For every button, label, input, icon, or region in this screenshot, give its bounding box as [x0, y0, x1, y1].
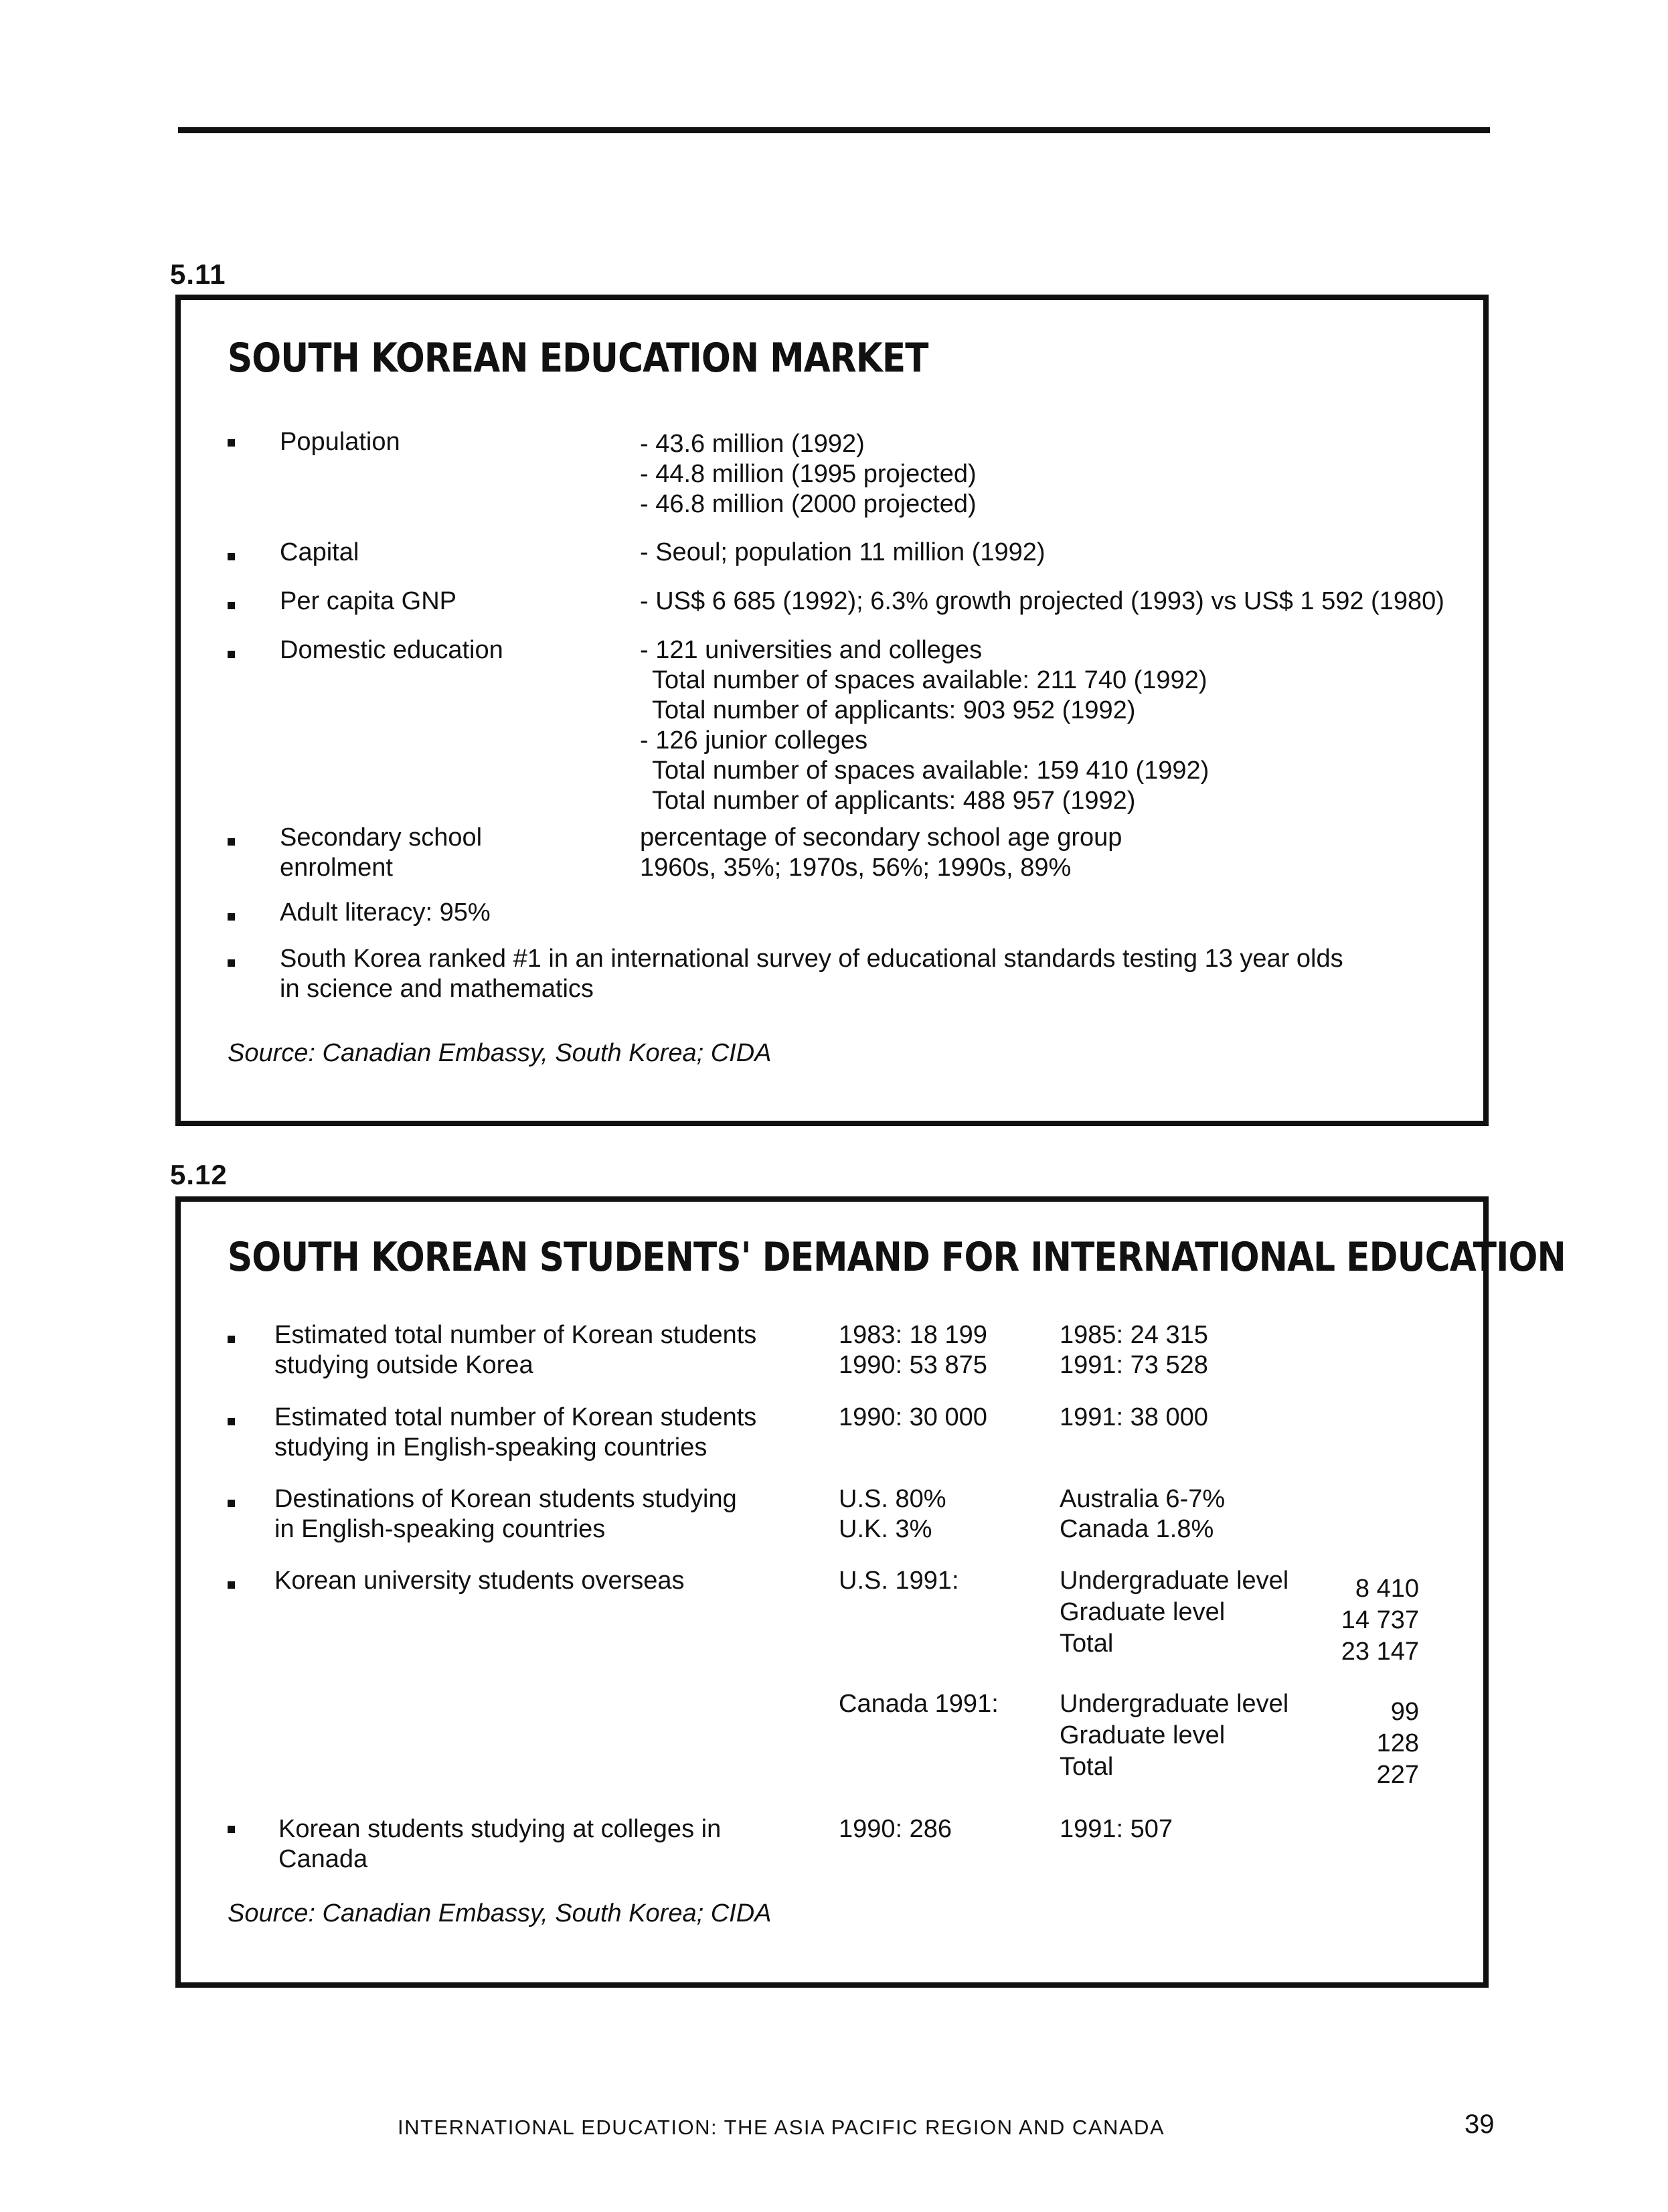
panel-title: SOUTH KOREAN EDUCATION MARKET	[228, 335, 928, 382]
row-label: studying in English-speaking countries	[274, 1433, 707, 1462]
level-label: Undergraduate level	[1060, 1690, 1289, 1718]
level-value: 227	[1376, 1761, 1419, 1789]
level-label: Graduate level	[1060, 1721, 1226, 1749]
literacy-text: Adult literacy: 95%	[280, 898, 491, 927]
domestic-line: - 126 junior colleges	[640, 726, 868, 755]
ranked-text: in science and mathematics	[280, 975, 594, 1003]
domestic-line: - 121 universities and colleges	[640, 636, 983, 664]
row-label: Korean university students overseas	[274, 1567, 685, 1595]
level-value: 99	[1390, 1698, 1419, 1726]
domestic-line: Total number of spaces available: 159 410 (1992)	[652, 757, 1210, 785]
row-value: 1990: 286	[839, 1815, 952, 1843]
source-note: Source: Canadian Embassy, South Korea; CIDA	[228, 1899, 772, 1927]
bullet-icon	[228, 1581, 235, 1589]
row-value: 1990: 53 875	[839, 1351, 987, 1379]
level-value: 128	[1376, 1729, 1419, 1757]
row-label: studying outside Korea	[274, 1351, 533, 1379]
row-label: Korean students studying at colleges in	[278, 1815, 722, 1843]
row-value: 1990: 30 000	[839, 1403, 987, 1431]
gnp-label: Per capita GNP	[280, 587, 456, 615]
row-value: Australia 6-7%	[1060, 1485, 1226, 1513]
row-value: U.K. 3%	[839, 1515, 932, 1543]
domestic-line: Total number of applicants: 903 952 (1992)	[652, 696, 1136, 724]
bullet-icon	[228, 602, 235, 609]
level-label: Total	[1060, 1753, 1114, 1781]
us-1991-label: U.S. 1991:	[839, 1567, 959, 1595]
page-number: 39	[1465, 2110, 1495, 2139]
row-label: Estimated total number of Korean students	[274, 1321, 757, 1349]
row-value: 1991: 507	[1060, 1815, 1173, 1843]
row-value: Canada 1.8%	[1060, 1515, 1214, 1543]
bullet-icon	[228, 553, 235, 560]
bullet-icon	[228, 1500, 235, 1507]
level-value: 8 410	[1355, 1575, 1419, 1603]
population-line: - 44.8 million (1995 projected)	[640, 460, 977, 488]
panel-title: SOUTH KOREAN STUDENTS' DEMAND FOR INTERNATIONAL EDUCATION	[228, 1234, 1566, 1281]
gnp-value: - US$ 6 685 (1992); 6.3% growth projected (1993) vs US$ 1 592 (1980)	[640, 587, 1444, 615]
row-label: Destinations of Korean students studying	[274, 1485, 737, 1513]
domestic-line: Total number of spaces available: 211 740 (1992)	[652, 666, 1207, 694]
row-value: U.S. 80%	[839, 1485, 946, 1513]
row-value: 1983: 18 199	[839, 1321, 987, 1349]
top-rule	[178, 127, 1490, 133]
ranked-text: South Korea ranked #1 in an international survey of educational standards testing 13 year olds	[280, 945, 1343, 973]
bullet-icon	[228, 439, 235, 447]
population-line: - 46.8 million (2000 projected)	[640, 490, 977, 518]
row-label: Estimated total number of Korean students	[274, 1403, 757, 1431]
level-value: 14 737	[1341, 1606, 1419, 1634]
secondary-label: enrolment	[280, 854, 393, 882]
row-value: 1991: 38 000	[1060, 1403, 1208, 1431]
domestic-line: Total number of applicants: 488 957 (1992)	[652, 787, 1136, 815]
bullet-icon	[228, 838, 235, 846]
section-number-5-12: 5.12	[170, 1159, 228, 1190]
secondary-value: 1960s, 35%; 1970s, 56%; 1990s, 89%	[640, 854, 1072, 882]
row-value: 1985: 24 315	[1060, 1321, 1208, 1349]
canada-1991-label: Canada 1991:	[839, 1690, 999, 1718]
section-number-5-11: 5.11	[170, 258, 226, 290]
bullet-icon	[228, 1826, 235, 1833]
level-value: 23 147	[1341, 1638, 1419, 1666]
bullet-icon	[228, 1418, 235, 1425]
level-label: Undergraduate level	[1060, 1567, 1289, 1595]
capital-value: - Seoul; population 11 million (1992)	[640, 538, 1046, 566]
source-note: Source: Canadian Embassy, South Korea; CIDA	[228, 1039, 772, 1067]
domestic-label: Domestic education	[280, 636, 503, 664]
education-market-panel	[175, 295, 1489, 1126]
level-label: Total	[1060, 1630, 1114, 1658]
student-demand-panel	[175, 1196, 1566, 1988]
population-line: - 43.6 million (1992)	[640, 430, 865, 458]
secondary-label: Secondary school	[280, 823, 483, 852]
footer-title: INTERNATIONAL EDUCATION: THE ASIA PACIFIC REGION AND CANADA	[398, 2116, 1165, 2139]
secondary-value: percentage of secondary school age group	[640, 823, 1122, 852]
population-label: Population	[280, 428, 400, 456]
bullet-icon	[228, 651, 235, 658]
capital-label: Capital	[280, 538, 359, 566]
level-label: Graduate level	[1060, 1598, 1226, 1626]
bullet-icon	[228, 913, 235, 921]
row-label: in English-speaking countries	[274, 1515, 606, 1543]
row-value: 1991: 73 528	[1060, 1351, 1208, 1379]
bullet-icon	[228, 959, 235, 967]
row-label: Canada	[278, 1845, 368, 1873]
bullet-icon	[228, 1336, 235, 1343]
